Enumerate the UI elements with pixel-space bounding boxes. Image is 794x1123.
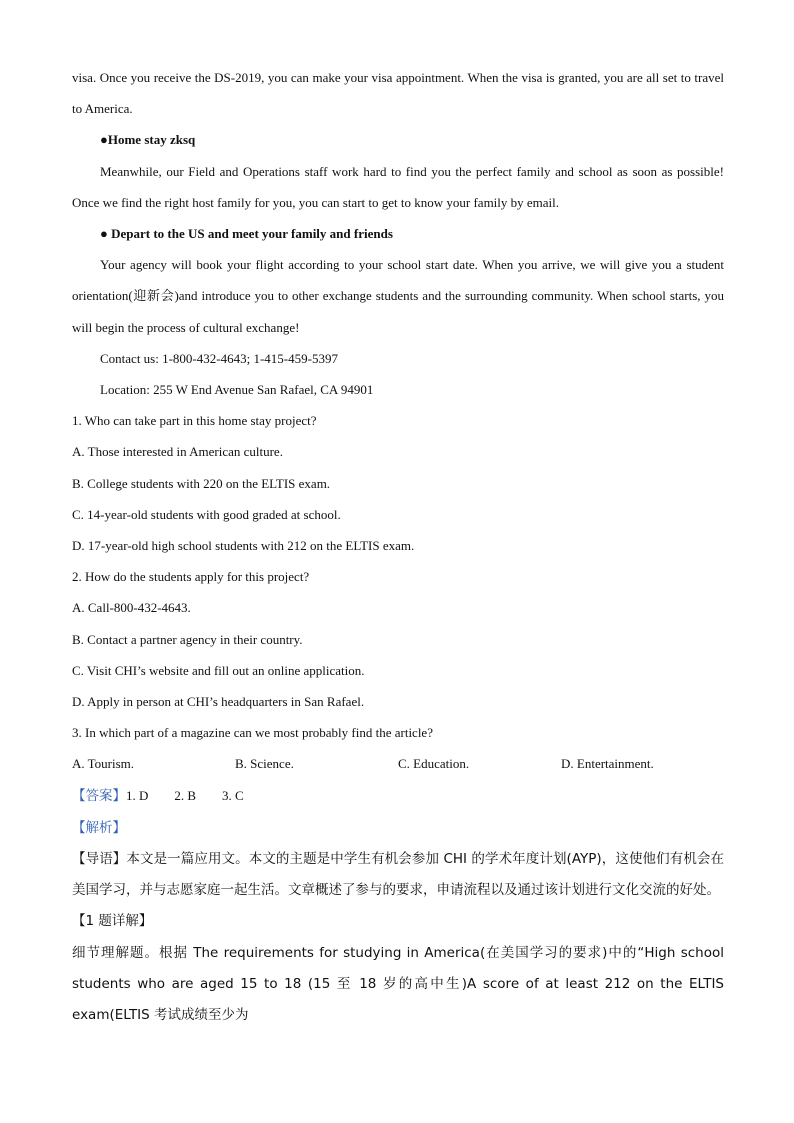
section-heading-home-stay: ●Home stay zksq xyxy=(100,132,196,148)
analysis-q1-label: 【1 题详解】 xyxy=(72,913,153,930)
answer-line xyxy=(72,780,724,812)
analysis-label: 【解析】 xyxy=(72,819,126,836)
passage-paragraph-2: Meanwhile, our Field and Operations staff work hard to find you the perfect family and school as soon as possible! Once we find the right host family for you, you can start to get to know your family by email. xyxy=(72,163,724,210)
analysis-q1-text: 细节理解题。根据 The requirements for studying in America(在美国学习的要求)中的“High school students who are aged 15 to 18 (15 至 18 岁的高中生)A score of at least 212 on the ELTIS exam(ELTIS 考试成绩至少为 xyxy=(72,944,724,1024)
analysis-intro-label: 【导语】 xyxy=(72,851,127,868)
question-3-stem: 3. In which part of a magazine can we most probably find the article? xyxy=(72,725,433,741)
question-2-option-b: B. Contact a partner agency in their country. xyxy=(72,631,303,647)
question-3-option-b: B. Science. xyxy=(235,756,294,772)
analysis-intro xyxy=(72,844,724,906)
location-line: Location: 255 W End Avenue San Rafael, CA 94901 xyxy=(100,382,374,398)
question-2-option-d: D. Apply in person at CHI’s headquarters in San Rafael. xyxy=(72,694,365,710)
question-3-option-d: D. Entertainment. xyxy=(561,756,654,772)
question-3-options xyxy=(72,748,724,779)
analysis-intro-text: 本文是一篇应用文。本文的主题是中学生有机会参加 CHI 的学术年度计划(AYP)，这使他们有机会在美国学习，并与志愿家庭一起生活。文章概述了参与的要求，申请流程以及通过该计划进行文化交流的好处。 xyxy=(72,851,725,899)
analysis-heading xyxy=(72,812,724,844)
question-1-option-d: D. 17-year-old high school students with 212 on the ELTIS exam. xyxy=(72,538,415,554)
answer-label: 【答案】 xyxy=(72,787,126,804)
document-page xyxy=(72,62,724,1031)
question-1-option-c: C. 14-year-old students with good graded at school. xyxy=(72,506,341,522)
question-2-option-a: A. Call-800-432-4643. xyxy=(72,600,191,616)
question-2-stem: 2. How do the students apply for this project? xyxy=(72,569,310,585)
question-3-option-a: A. Tourism. xyxy=(72,756,135,772)
passage-paragraph-1: visa. Once you receive the DS-2019, you can make your visa appointment. When the visa is granted, you are all set to travel to America. xyxy=(72,70,724,117)
question-1-option-a: A. Those interested in American culture. xyxy=(72,444,283,460)
answer-value: 1. D 2. B 3. C xyxy=(126,787,244,803)
passage-paragraph-3: Your agency will book your flight according to your school start date. When you arrive, we will give you a student orientation(迎新会)and introduce you to other exchange students and the surrounding community. When school starts, you will begin the process of cultural exchange! xyxy=(72,257,724,335)
question-3-option-c: C. Education. xyxy=(398,756,470,772)
section-heading-depart: ● Depart to the US and meet your family and friends xyxy=(100,226,393,242)
contact-line: Contact us: 1-800-432-4643; 1-415-459-5397 xyxy=(100,350,338,366)
question-1-option-b: B. College students with 220 on the ELTIS exam. xyxy=(72,475,331,491)
question-1-stem: 1. Who can take part in this home stay project? xyxy=(72,413,317,429)
question-2-option-c: C. Visit CHI’s website and fill out an online application. xyxy=(72,662,365,678)
